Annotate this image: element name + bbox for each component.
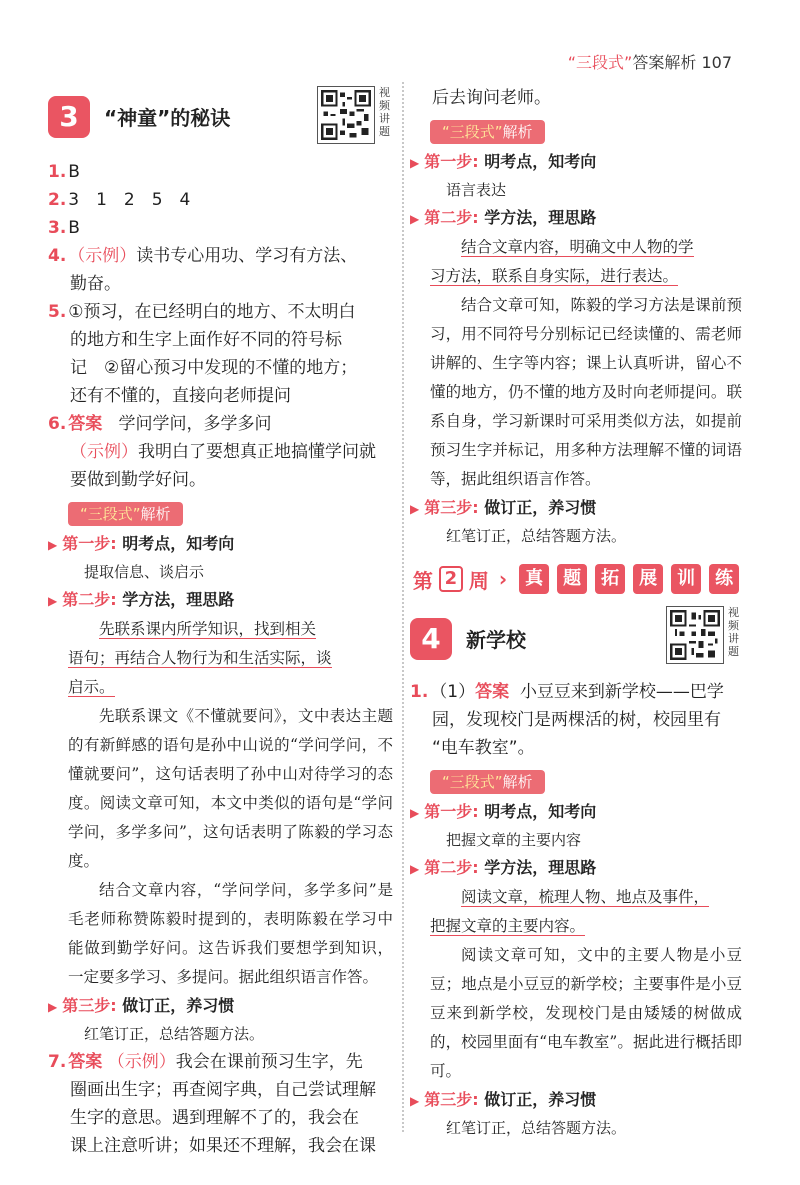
analysis-paragraph: 结合文章可知，陈毅的学习方法是课前预习，用不同符号分别标记已经读懂的、需老师讲解的、生字等内容；课上认真听讲，留心不懂的地方，仍不懂的地方及时向老师提问。联系自身，学习新课时可采用类似方法，如提前预习生字并标记，用多种方法理解不懂的词语等，据此组织语言作答。 bbox=[430, 296, 742, 488]
q1-answer: B bbox=[68, 162, 80, 182]
q6-answer: 学问学问，多学多问 bbox=[118, 414, 272, 434]
chevron-right-icon: › bbox=[498, 567, 508, 591]
step-2-u1: 阅读文章，梳理人物、地点及事件， bbox=[461, 888, 710, 906]
arrow-icon: ▶ bbox=[410, 806, 420, 820]
arrow-icon: ▶ bbox=[410, 212, 420, 226]
header-title: 答案解析 bbox=[632, 53, 697, 72]
q6-example bbox=[48, 438, 393, 466]
q3-answer: B bbox=[68, 218, 80, 238]
q6-line-2: 要做到勤学好问。 bbox=[70, 470, 206, 490]
step-1 bbox=[48, 530, 393, 559]
banner-tile: 练 bbox=[709, 564, 739, 594]
analysis-pill bbox=[430, 770, 545, 794]
qr-code-icon[interactable] bbox=[317, 86, 375, 144]
step-3-title: 做订正，养习惯 bbox=[484, 1090, 597, 1109]
step-2-underlined-1 bbox=[48, 615, 393, 644]
arrow-icon: ▶ bbox=[410, 502, 420, 516]
qr-label: 视频讲题 bbox=[379, 86, 390, 138]
q5-line-1: ①预习，在已经明白的地方、不太明白 bbox=[68, 302, 356, 322]
step-3-label: 第三步: bbox=[424, 1090, 479, 1109]
step-3-label: 第三步: bbox=[424, 498, 479, 517]
q2-number: 2. bbox=[48, 190, 67, 210]
section-4-title: 新学校 bbox=[466, 628, 526, 652]
answer-2 bbox=[48, 186, 393, 214]
step-1 bbox=[410, 798, 742, 827]
q7-line-3: 生字的意思。遇到理解不了的，我会在 bbox=[70, 1108, 359, 1128]
answer-5 bbox=[48, 298, 393, 326]
s4-q1-number: 1. bbox=[410, 682, 429, 702]
q1-number: 1. bbox=[48, 162, 67, 182]
section-3-number: 3 bbox=[48, 96, 90, 138]
step-1 bbox=[410, 148, 742, 177]
step-2 bbox=[48, 586, 393, 615]
arrow-icon: ▶ bbox=[48, 538, 58, 552]
s4-q1-answer-tag: 答案 bbox=[475, 682, 510, 702]
section-4-header bbox=[410, 604, 742, 678]
week-suffix: 周 bbox=[468, 568, 489, 593]
answer-1 bbox=[48, 158, 393, 186]
pill-brand: “三段式” bbox=[80, 505, 141, 523]
q7-line-2: 圈画出生字；再查阅字典，自己尝试理解 bbox=[70, 1080, 376, 1100]
arrow-icon: ▶ bbox=[48, 594, 58, 608]
q5-number: 5. bbox=[48, 302, 67, 322]
column-divider bbox=[402, 82, 404, 1132]
q4-example-tag: （示例） bbox=[68, 246, 137, 266]
week-banner bbox=[410, 564, 742, 594]
q3-number: 3. bbox=[48, 218, 67, 238]
step-2 bbox=[410, 204, 742, 233]
answer-3 bbox=[48, 214, 393, 242]
step-2-title: 学方法，理思路 bbox=[122, 590, 235, 609]
analysis-pill bbox=[430, 120, 545, 144]
step-2-title: 学方法，理思路 bbox=[484, 858, 597, 877]
step-1-content: 语言表达 bbox=[446, 181, 507, 199]
q7-line-5: 后去询问老师。 bbox=[432, 88, 551, 108]
step-2-label: 第二步: bbox=[424, 208, 479, 227]
step-2-u1: 先联系课内所学知识，找到相关 bbox=[99, 620, 317, 638]
step-2-title: 学方法，理思路 bbox=[484, 208, 597, 227]
q5-line-2: 的地方和生字上面作好不同的符号标 bbox=[70, 330, 342, 350]
pill-label: 解析 bbox=[502, 123, 533, 141]
q6-number: 6. bbox=[48, 414, 67, 434]
q4-number: 4. bbox=[48, 246, 67, 266]
s4-q1-line-3: “电车教室”。 bbox=[432, 738, 535, 758]
q7-number: 7. bbox=[48, 1052, 67, 1072]
step-2-underlined-2 bbox=[48, 644, 393, 673]
qr-label: 视频讲题 bbox=[728, 606, 739, 658]
section-3-title: “神童”的秘诀 bbox=[104, 106, 231, 130]
page-number: 107 bbox=[701, 53, 732, 72]
step-1-content: 把握文章的主要内容 bbox=[446, 831, 582, 849]
step-3-title: 做订正，养习惯 bbox=[484, 498, 597, 517]
qr-code-icon[interactable] bbox=[666, 606, 724, 664]
q4-line-1: 读书专心用功、学习有方法、 bbox=[136, 246, 358, 266]
step-2-underlined-2 bbox=[410, 912, 742, 941]
pill-label: 解析 bbox=[502, 773, 533, 791]
q5-line-4: 还有不懂的，直接向老师提问 bbox=[70, 386, 291, 406]
step-2-u2: 语句；再结合人物行为和生活实际，谈 bbox=[68, 649, 332, 667]
answer-6 bbox=[48, 410, 393, 438]
step-1-label: 第一步: bbox=[424, 152, 479, 171]
analysis-paragraph-1: 先联系课文《不懂就要问》，文中表达主题的有新鲜感的语句是孙中山说的“学问学问，不懂就要问”，这句话表明了孙中山对待学习的态度。阅读文章可知，本文中类似的语句是“学问学问，多学多问”，这句话表明了陈毅的学习态度。 bbox=[68, 707, 393, 870]
answer-7 bbox=[48, 1048, 393, 1076]
step-2-label: 第二步: bbox=[424, 858, 479, 877]
step-2-u1: 结合文章内容，明确文中人物的学 bbox=[461, 238, 694, 256]
step-2-label: 第二步: bbox=[62, 590, 117, 609]
q2-answer: 3 1 2 5 4 bbox=[68, 190, 191, 210]
right-column bbox=[410, 84, 742, 1142]
banner-tile: 展 bbox=[633, 564, 663, 594]
step-2-underlined-3 bbox=[48, 673, 393, 702]
q6-line-1: 我明白了要想真正地搞懂学问就 bbox=[138, 442, 376, 462]
analysis-paragraph: 阅读文章可知，文中的主要人物是小豆豆；地点是小豆豆的新学校；主要事件是小豆豆来到新学校，发现校门是由矮矮的树做成的，校园里面有“电车教室”。据此进行概括即可。 bbox=[430, 946, 742, 1080]
banner-tile: 拓 bbox=[595, 564, 625, 594]
step-2-u2: 习方法，联系自身实际，进行表达。 bbox=[430, 267, 679, 285]
header-brand: “三段式” bbox=[567, 53, 633, 72]
q7-line-4: 课上注意听讲；如果还不理解，我会在课 bbox=[70, 1136, 376, 1156]
step-3-title: 做订正，养习惯 bbox=[122, 996, 235, 1015]
step-3-label: 第三步: bbox=[62, 996, 117, 1015]
step-3 bbox=[410, 494, 742, 523]
section-3-header bbox=[48, 78, 393, 158]
q7-example-tag: （示例） bbox=[107, 1052, 176, 1072]
step-2-underlined-1 bbox=[410, 233, 742, 262]
step-3-content: 红笔订正，总结答题方法。 bbox=[446, 1119, 627, 1137]
step-1-title: 明考点，知考向 bbox=[484, 152, 597, 171]
pill-brand: “三段式” bbox=[442, 773, 503, 791]
arrow-icon: ▶ bbox=[410, 1094, 420, 1108]
section-4-number: 4 bbox=[410, 618, 452, 660]
step-1-content: 提取信息、谈启示 bbox=[84, 563, 205, 581]
step-3 bbox=[48, 992, 393, 1021]
s4-q1-line-1: 小豆豆来到新学校——巴学 bbox=[519, 682, 724, 702]
q7-line-1: 我会在课前预习生字，先 bbox=[175, 1052, 363, 1072]
page-header bbox=[568, 50, 732, 73]
s4-answer-1 bbox=[410, 678, 742, 706]
step-1-title: 明考点，知考向 bbox=[484, 802, 597, 821]
q6-answer-tag: 答案 bbox=[68, 414, 103, 434]
arrow-icon: ▶ bbox=[410, 862, 420, 876]
step-3-content: 红笔订正，总结答题方法。 bbox=[446, 527, 627, 545]
q5-line-3: 记 ②留心预习中发现的不懂的地方； bbox=[70, 358, 358, 378]
banner-tile: 题 bbox=[557, 564, 587, 594]
step-1-label: 第一步: bbox=[62, 534, 117, 553]
analysis-pill bbox=[68, 502, 183, 526]
answer-4 bbox=[48, 242, 393, 270]
step-2 bbox=[410, 854, 742, 883]
pill-brand: “三段式” bbox=[442, 123, 503, 141]
pill-label: 解析 bbox=[140, 505, 171, 523]
left-column bbox=[48, 78, 393, 1160]
banner-tile: 真 bbox=[519, 564, 549, 594]
step-3 bbox=[410, 1086, 742, 1115]
step-1-title: 明考点，知考向 bbox=[122, 534, 235, 553]
week-number: 2 bbox=[439, 566, 463, 592]
step-3-content: 红笔订正，总结答题方法。 bbox=[84, 1025, 265, 1043]
q6-example-tag: （示例） bbox=[70, 442, 138, 462]
q4-line-2: 勤奋。 bbox=[70, 274, 121, 294]
step-1-label: 第一步: bbox=[424, 802, 479, 821]
q7-answer-tag: 答案 bbox=[68, 1052, 103, 1072]
step-2-underlined-1 bbox=[410, 883, 742, 912]
arrow-icon: ▶ bbox=[410, 156, 420, 170]
arrow-icon: ▶ bbox=[48, 1000, 58, 1014]
step-2-u2: 把握文章的主要内容。 bbox=[430, 917, 586, 935]
week-prefix: 第 bbox=[412, 568, 433, 593]
banner-tile: 训 bbox=[671, 564, 701, 594]
step-2-underlined-2 bbox=[410, 262, 742, 291]
s4-q1-sub: （1） bbox=[430, 682, 476, 702]
s4-q1-line-2: 园，发现校门是两棵活的树，校园里有 bbox=[432, 710, 721, 730]
step-2-u3: 启示。 bbox=[68, 678, 115, 696]
analysis-paragraph-2: 结合文章内容，“学问学问，多学多问”是毛老师称赞陈毅时提到的，表明陈毅在学习中能做到勤学好问。这告诉我们要想学到知识，一定要多学习、多提问。据此组织语言作答。 bbox=[68, 881, 393, 986]
